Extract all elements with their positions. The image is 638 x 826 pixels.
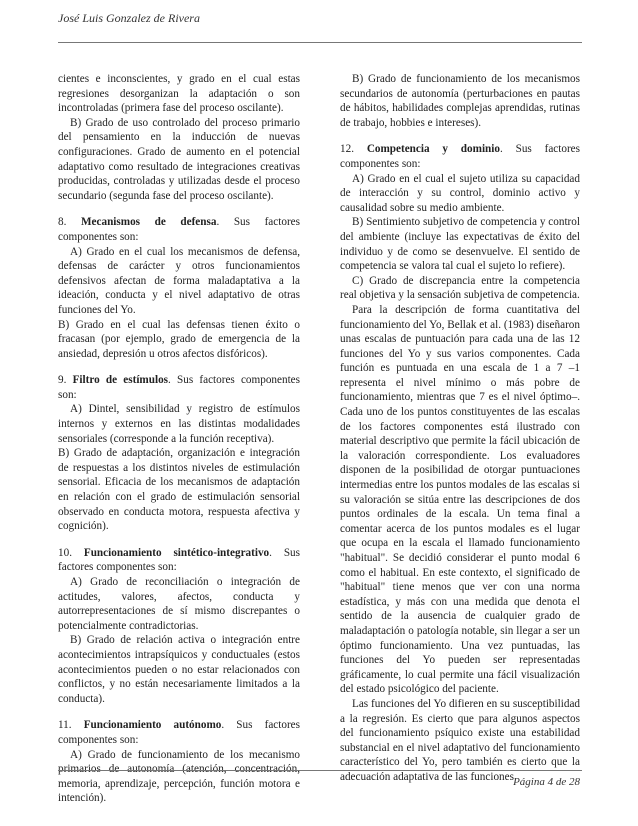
paragraph: A) Dintel, sensibilidad y registro de estímulos internos y externos en las distintas modalidades sensoriales (corresponde a la función receptiva). xyxy=(58,403,300,445)
paragraph: A) Grado en el cual los mecanismos de defensa, defensas de carácter y otros funcionamientos defensivos afectan de forma maladaptativa a la ideación, conducta y el nivel adaptativo de otras funciones del Yo. xyxy=(58,245,300,316)
section-title: Mecanismos de defensa xyxy=(80,216,217,229)
section-heading-8 xyxy=(58,215,300,244)
section-intro: . Sus factores componentes son: xyxy=(58,216,300,243)
section-title: Funcionamiento autónomo xyxy=(83,719,222,732)
paragraph: cientes e inconscientes, y grado en el cual estas regresiones desorganizan la adaptación o son incontroladas (primera fase del proceso oscilante). xyxy=(58,73,300,115)
running-header: José Luis Gonzalez de Rivera xyxy=(58,11,200,25)
section-title: Funcionamiento sintético-integrativo xyxy=(83,546,270,559)
paragraph: B) Sentimiento subjetivo de competencia y control del ambiente (incluye las expectativas de éxito del individuo y de como se desenvuelve. El sentido de competencia se valora tal cual el sujeto lo refiere). xyxy=(340,216,580,273)
section-heading-9 xyxy=(58,373,300,402)
paragraph: B) Grado de relación activa o integración entre acontecimientos intrapsíquicos y conductuales (estos acontecimientos pueden o no estar relacionados con conflictos, y no están necesariamente limitados a la conducta). xyxy=(58,634,300,705)
right-column xyxy=(340,72,580,785)
section-intro: . Sus factores componentes son: xyxy=(340,143,580,170)
section-intro: . Sus factores componentes son: xyxy=(58,719,301,746)
header-divider xyxy=(58,42,582,43)
section-title: Filtro de estímulos xyxy=(72,374,169,387)
paragraph: C) Grado de discrepancia entre la competencia real objetiva y la sensación subjetiva de competencia. xyxy=(340,274,580,302)
paragraph: B) Grado de funcionamiento de los mecanismos secundarios de autonomía (perturbaciones en pautas de hábitos, habilidades complejas aprendidas, rutinas de trabajo, hobbies e intereses). xyxy=(340,73,580,129)
section-number: 8. xyxy=(58,216,67,229)
section-intro: . Sus factores componentes son: xyxy=(58,546,301,574)
section-title: Competencia y dominio xyxy=(366,143,500,156)
page-number: Página 4 de 28 xyxy=(513,776,580,788)
section-heading-12 xyxy=(340,142,580,171)
paragraph: B) Grado en el cual las defensas tienen éxito o fracasan (por ejemplo, grado de emergencia de la ansiedad, depresión u otros afectos disfóricos). xyxy=(58,318,300,360)
paragraph: B) Grado de adaptación, organización e integración de respuestas a los distintos niveles de estimulación sensorial. Eficacia de los mecanismos de adaptación en relación con el grado de estimulación sensorial observado en conducta motora, respuesta afectiva y cognición). xyxy=(58,447,300,533)
section-heading-10 xyxy=(58,546,300,575)
left-column xyxy=(58,72,300,806)
paragraph: A) Grado de reconciliación o integración de actitudes, valores, afectos, conducta y autorrepresentaciones de sí mismo discrepantes o potencialmente contradictorias. xyxy=(58,576,300,632)
paragraph: Para la descripción de forma cuantitativa del funcionamiento del Yo, Bellak et al. (1983) diseñaron unas escalas de puntuación para cada una de las 12 funciones del Yo y sus varios componentes. Cada función es puntuada en una escala de 1 a 7 –1 representa el nivel mínimo o más pobre de funcionamiento, mientras que 7 es el nivel óptimo–. Cada uno de los puntos constituyentes de las escalas de los factores componentes está ilustrado con material descriptivo que permite la fácil ubicación de la valoración correspondiente. Los evaluadores disponen de la posibilidad de otorgar puntuaciones intermedias entre los puntos modales de las escalas si su valoración se sitúa entre las descripciones de dos puntos ordinales de la escala. Un tema final a comentar acerca de los puntos modales es el lugar que ocupa en la escala el llamado funcionamiento "habitual". Se decidió considerar el punto modal 6 como el habitual. En este contexto, el significado de "habitual" tiene menos que ver con una norma estadística, y más con una medida que denota el sentido de la ausencia de cualquier grado de maladaptación o patología notable, sin llegar a ser un óptimo funcionamiento. Una vez puntuadas, las funciones del Yo pueden ser representadas gráficamente, lo cual permite una fácil visualización del estado psicológico del paciente. xyxy=(340,303,580,696)
paragraph: A) Grado de funcionamiento de los mecanismo primarios de autonomía (atención, concentración, memoria, aprendizaje, percepción, función motora e intención). xyxy=(58,748,300,805)
section-number: 12. xyxy=(340,143,354,156)
footer-divider xyxy=(58,770,582,771)
section-heading-11 xyxy=(58,718,300,747)
paragraph: Las funciones del Yo difieren en su susceptibilidad a la regresión. Es cierto que para algunos aspectos del funcionamiento psíquico existe una estabilidad substancial en el nivel adaptativo del funcionamiento característico del Yo, pero también es cierto que la adecuación adaptativa de las funciones xyxy=(340,697,580,783)
section-number: 10. xyxy=(58,546,72,559)
paragraph: A) Grado en el cual el sujeto utiliza su capacidad de interacción y su control, dominio activo y causalidad sobre su medio ambiente. xyxy=(340,172,580,214)
paragraph: B) Grado de uso controlado del proceso primario del pensamiento en la inducción de nuevas configuraciones. Grado de aumento en el potencial adaptativo como resultado de integraciones creativas producidas, controladas y utilizadas desde el proceso secundario (segunda fase del proceso oscilante). xyxy=(58,116,300,202)
section-intro: . Sus factores componentes son: xyxy=(58,374,300,401)
section-number: 11. xyxy=(58,719,72,732)
section-number: 9. xyxy=(58,374,67,387)
